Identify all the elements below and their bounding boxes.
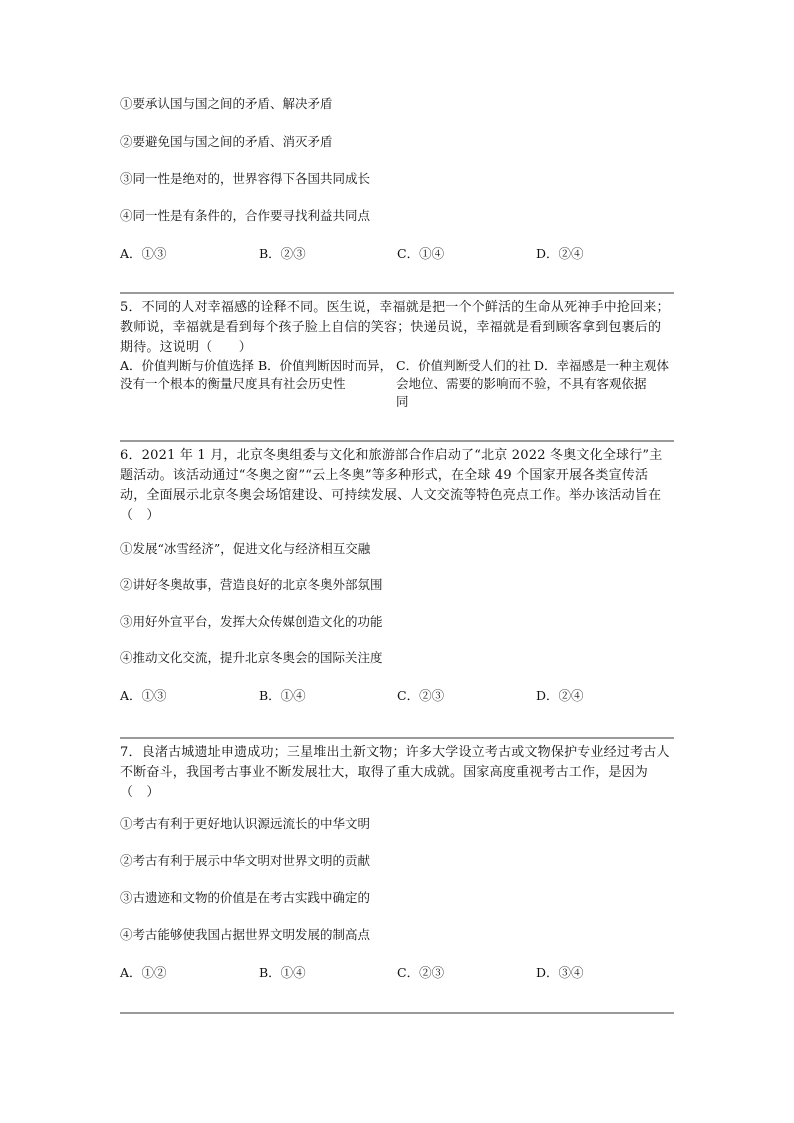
q4-choice-b[interactable]: B．②③ bbox=[259, 246, 306, 261]
q6-choices bbox=[120, 688, 674, 704]
q6-choice-c[interactable]: C．②③ bbox=[397, 688, 445, 703]
q4-statement-4: ④同一性是有条件的，合作要寻找利益共同点 bbox=[120, 208, 371, 223]
q6-statement-3: ③用好外宣平台，发挥大众传媒创造文化的功能 bbox=[120, 614, 383, 629]
q7-choice-c[interactable]: C．②③ bbox=[397, 965, 445, 980]
q5-choice-a[interactable]: A．价值判断与价值选择没有一个根本的衡量尺度 bbox=[120, 358, 258, 391]
q5-stem: 5．不同的人对幸福感的诠释不同。医生说，幸福就是把一个个鲜活的生命从死神手中抢回来；教师说，幸福就是看到每个孩子脸上自信的笑容；快递员说，幸福就是看到顾客拿到包裹后的期待。这说明（ ） bbox=[120, 300, 670, 355]
divider bbox=[120, 440, 674, 442]
q7-statement-1: ①考古有利于更好地认识源远流长的中华文明 bbox=[120, 816, 371, 831]
q7-choice-a[interactable]: A．①② bbox=[120, 965, 167, 980]
q4-choice-d[interactable]: D．②④ bbox=[536, 246, 584, 261]
q5-choices bbox=[120, 357, 674, 411]
q7-statement-2: ②考古有利于展示中华文明对世界文明的贡献 bbox=[120, 853, 371, 868]
q7-stem: 7．良渚古城遗址申遗成功；三星堆出土新文物；许多大学设立考古或文物保护专业经过考古人不断奋斗，我国考古事业不断发展壮大，取得了重大成就。国家高度重视考古工作，是因为（ ） bbox=[120, 745, 670, 800]
divider bbox=[120, 737, 674, 739]
q6-choice-b[interactable]: B．①④ bbox=[259, 688, 306, 703]
divider bbox=[120, 292, 674, 294]
q6-stem: 6．2021 年 1 月，北京冬奥组委与文化和旅游部合作启动了“北京 2022 冬奥文化全球行”主题活动。该活动通过“冬奥之窗”“云上冬奥”等多种形式，在全球 49 个国家开展各类宣传活动，全面展示北京冬奥会场馆建设、可持续发展、人文交流等特色亮点工作。举办该活动旨在（ ） bbox=[120, 448, 663, 523]
q7-choice-b[interactable]: B．①④ bbox=[259, 965, 306, 980]
q7-choice-d[interactable]: D．③④ bbox=[536, 965, 584, 980]
q4-choice-c[interactable]: C．①④ bbox=[397, 246, 445, 261]
q4-statement-3: ③同一性是绝对的，世界容得下各国共同成长 bbox=[120, 171, 371, 186]
q4-choice-a[interactable]: A．①③ bbox=[120, 246, 167, 261]
q5-choice-b[interactable]: B．价值判断因时而异，具有社会历史性 bbox=[258, 358, 393, 391]
q4-statement-2: ②要避免国与国之间的矛盾、消灭矛盾 bbox=[120, 134, 333, 149]
q4-statement-1: ①要承认国与国之间的矛盾、解决矛盾 bbox=[120, 96, 333, 111]
q4-choices bbox=[120, 246, 674, 262]
q7-choices bbox=[120, 965, 674, 981]
q6-choice-a[interactable]: A．①③ bbox=[120, 688, 167, 703]
q6-choice-d[interactable]: D．②④ bbox=[536, 688, 584, 703]
q5-choice-c[interactable]: C．价值判断受人们的社会地位、需要的影响而不同 bbox=[396, 358, 534, 409]
q7-statement-4: ④考古能够使我国占据世界文明发展的制高点 bbox=[120, 927, 371, 942]
q5-choice-d[interactable]: D．幸福感是一种主观体验，不具有客观依据 bbox=[534, 358, 670, 391]
divider bbox=[120, 1012, 674, 1014]
q6-statement-1: ①发展“冰雪经济”，促进文化与经济相互交融 bbox=[120, 541, 371, 556]
q6-statement-2: ②讲好冬奥故事，营造良好的北京冬奥外部氛围 bbox=[120, 577, 383, 592]
q6-statement-4: ④推动文化交流，提升北京冬奥会的国际关注度 bbox=[120, 650, 383, 665]
q7-statement-3: ③古遗迹和文物的价值是在考古实践中确定的 bbox=[120, 890, 371, 905]
